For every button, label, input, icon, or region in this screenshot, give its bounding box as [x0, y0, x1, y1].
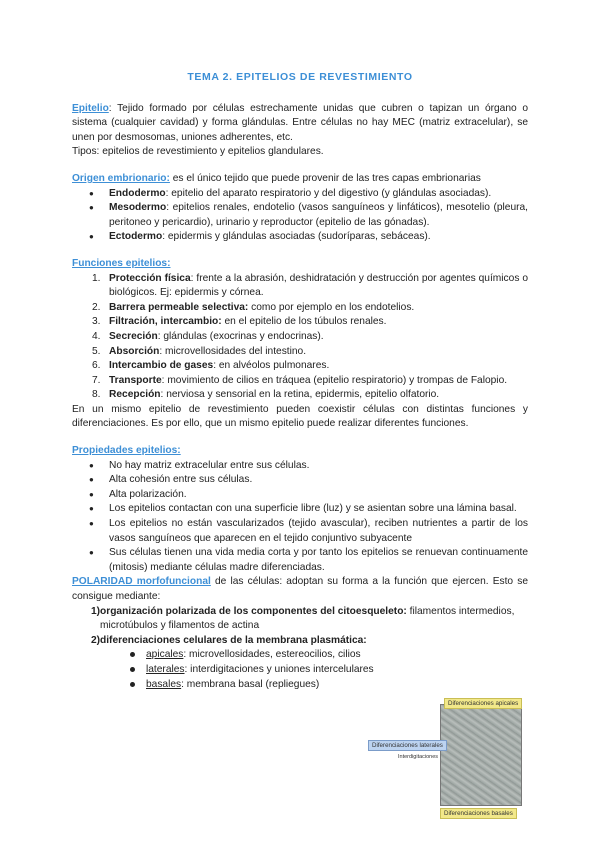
item-number: 2): [91, 634, 101, 646]
item-number: 7.: [92, 374, 101, 386]
item-text: : frente a la abrasión, deshidratación y destrucción por agentes químicos o biológicos. Ej: epidermis y córnea.: [109, 272, 528, 299]
list-item: ● No hay matriz extracelular entre sus células.: [72, 459, 528, 474]
item-bold: Recepción: [109, 389, 161, 401]
item-text: en el epitelio de los túbulos renales.: [221, 316, 387, 328]
epitelio-paragraph: [72, 102, 528, 146]
origen-term: Origen embrionario:: [72, 172, 170, 184]
funciones-term: Funciones epitelios:: [72, 257, 171, 269]
item-bold: diferenciaciones celulares de la membrana plasmática:: [100, 634, 367, 646]
list-item: [72, 388, 528, 403]
micrograph-image: [440, 704, 522, 806]
item-bold: Transporte: [109, 374, 162, 386]
item-text: filamentos intermedios, microtúbulos y filamentos de actina: [100, 605, 515, 632]
funciones-note: En un mismo epitelio de revestimiento pueden coexistir células con distintas funciones y diferenciaciones. Es por ello, que un mismo epitelio puede realizar diferentes funciones.: [72, 403, 528, 430]
polaridad-section: [72, 575, 528, 692]
sub-item: [72, 648, 528, 663]
list-item: [72, 201, 528, 230]
list-item: ● Alta cohesión entre sus células.: [72, 473, 528, 488]
item-bold: Intercambio de gases: [109, 360, 214, 372]
list-item: ● Alta polarización.: [72, 488, 528, 503]
polaridad-item-2: [72, 634, 528, 649]
epitelio-term: Epitelio: [72, 102, 109, 114]
origen-section: [72, 172, 528, 245]
polaridad-item-1: [72, 605, 528, 634]
item-text: : glándulas (exocrinas y endocrinas).: [157, 330, 324, 342]
origen-list: [72, 187, 528, 245]
origen-heading: [72, 172, 528, 187]
propiedades-section: [72, 444, 528, 575]
item-bold: Secreción: [109, 330, 158, 342]
list-item: [72, 230, 528, 245]
item-number: 8.: [92, 389, 101, 401]
list-item: [72, 272, 528, 301]
tipos-line: Tipos: epitelios de revestimiento y epitelios glandulares.: [72, 146, 324, 158]
list-item: [72, 345, 528, 360]
sub-item: [72, 663, 528, 678]
funciones-heading: [72, 257, 528, 272]
figure-label-lateral-sub: Interdigitaciones: [398, 754, 439, 760]
list-item: [72, 187, 528, 202]
propiedades-list: [72, 459, 528, 576]
funciones-section: [72, 257, 528, 432]
item-bold: Filtración, intercambio:: [109, 316, 222, 328]
list-item: ● Los epitelios contactan con una superficie libre (luz) y se asientan sobre una lámina basal.: [72, 502, 528, 517]
item-bold: Mesodermo: [109, 202, 167, 214]
epitelio-definition: : Tejido formado por células estrechamente unidas que cubren o tapizan un órgano o sistema (cualquier cavidad) y forma glándulas. Entre células no hay MEC (matriz extracelular), se unen por desmosomas, uniones adherentes, etc.: [72, 102, 528, 143]
sub-item-term: basales: [146, 678, 182, 690]
list-item: [72, 374, 528, 389]
item-number: 3.: [92, 316, 101, 328]
item-text: : nerviosa y sensorial en la retina, epidermis, epitelio olfatorio.: [160, 389, 440, 401]
propiedades-heading: [72, 444, 528, 459]
item-bold: Protección física: [109, 272, 191, 284]
item-number: 6.: [92, 360, 101, 372]
epithelium-figure: [368, 690, 528, 825]
page-title: TEMA 2. EPITELIOS DE REVESTIMIENTO: [187, 71, 413, 83]
document-page: [72, 70, 528, 692]
item-bold: Barrera permeable selectiva:: [109, 301, 249, 313]
origen-text: es el único tejido que puede provenir de las tres capas embrionarias: [169, 172, 481, 184]
figure-label-lateral: Diferenciaciones laterales: [368, 740, 447, 751]
item-number: 4.: [92, 330, 101, 342]
item-text: : epidermis y glándulas asociadas (sudoríparas, sebáceas).: [162, 231, 431, 243]
item-text: : epitelio del aparato respiratorio y del digestivo (y glándulas asociadas).: [165, 187, 492, 199]
sub-item-text: : membrana basal (repliegues): [181, 678, 320, 690]
figure-label-basal: Diferenciaciones basales: [440, 808, 517, 819]
item-number: 2.: [92, 301, 101, 313]
item-bold: Endodermo: [109, 187, 166, 199]
list-item: [72, 359, 528, 374]
item-text: : microvellosidades del intestino.: [159, 345, 307, 357]
polaridad-paragraph: [72, 575, 528, 604]
item-text: como por ejemplo en los endotelios.: [248, 301, 415, 313]
list-item: [72, 330, 528, 345]
item-bold: Absorción: [109, 345, 160, 357]
sub-item-term: laterales: [146, 663, 185, 675]
item-text: : epitelios renales, endotelio (vasos sanguíneos y linfáticos), mesotelio (pleura, peritoneo y pericardio), urinario y reproductor (epitelio de las gónadas).: [109, 202, 528, 228]
item-text: : movimiento de cilios en tráquea (epitelio respiratorio) y trompas de Falopio.: [161, 374, 508, 386]
propiedades-term: Propiedades epitelios:: [72, 445, 181, 457]
item-bold: organización polarizada de los componentes del citoesqueleto:: [100, 605, 407, 617]
polaridad-term: POLARIDAD morfofuncional: [72, 576, 211, 588]
item-number: 1.: [92, 272, 101, 284]
polaridad-text: de las células: adoptan su forma a la función que ejercen. Esto se consigue mediante:: [72, 576, 528, 602]
sub-item-term: apicales: [146, 649, 184, 661]
sub-item-text: : microvellosidades, estereocilios, cilios: [183, 649, 361, 661]
list-item: ● Sus células tienen una vida media corta y por tanto los epitelios se renuevan continuamente (mitosis) mediante células madre diferenciadas.: [72, 546, 528, 575]
item-bold: Ectodermo: [109, 231, 163, 243]
item-number: 1): [91, 605, 101, 617]
figure-label-apical: Diferenciaciones apicales: [444, 698, 522, 709]
sub-item-text: : interdigitaciones y uniones intercelulares: [184, 663, 374, 675]
item-number: 5.: [92, 345, 101, 357]
list-item: [72, 301, 528, 316]
item-text: : en alvéolos pulmonares.: [213, 360, 330, 372]
list-item: ● Los epitelios no están vascularizados (tejido avascular), reciben nutrientes a partir de los vasos sanguíneos que aparecen en el tejido conjuntivo subyacente: [72, 517, 528, 546]
funciones-list: [72, 272, 528, 403]
list-item: [72, 315, 528, 330]
